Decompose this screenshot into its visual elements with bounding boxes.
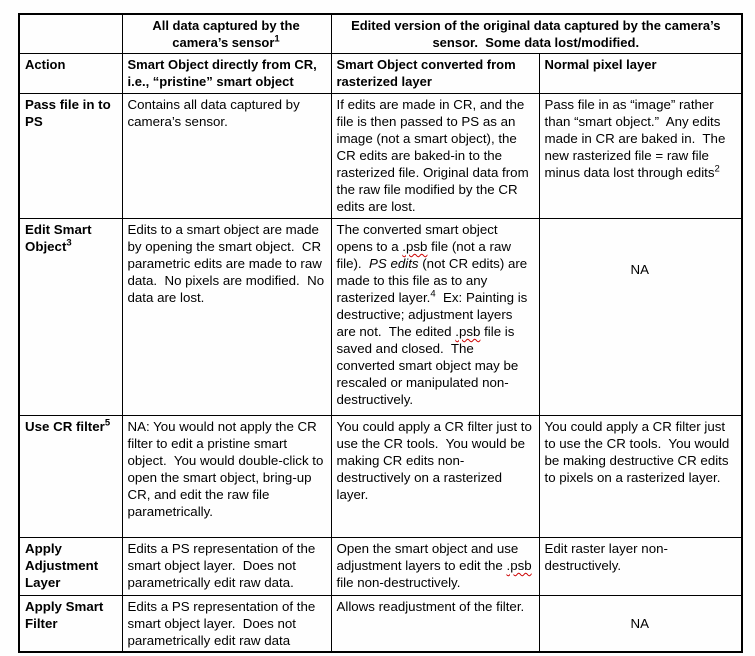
- header-converted-cell: [331, 54, 539, 94]
- cell-edit-smart-object-pristine: [122, 219, 331, 416]
- cell-text: Edits a PS representation of the smart object layer. Does not parametrically edit raw data.: [127, 541, 319, 590]
- header-row-columns: [19, 54, 742, 94]
- cell-text: If edits are made in CR, and the file is then passed to PS as an image (not a smart object), the CR edits are baked-in to the rasterized file. Original data from the raw file modified by the CR edits are lost.: [336, 97, 533, 214]
- italic-phrase: PS edits: [369, 256, 419, 271]
- cell-use-cr-filter-converted: [331, 416, 539, 538]
- cell-text: NA: You would not apply the CR filter to edit a pristine smart object. You would double-click to open the smart object, bring-up CR, and edit the raw file parametrically.: [127, 419, 328, 519]
- header-pristine-label: Smart Object directly from CR, i.e., “pristine” smart object: [127, 57, 321, 89]
- header-empty-cell: [19, 14, 122, 54]
- comparison-table: [18, 13, 743, 653]
- header-all-data-text: All data captured by the camera’s sensor: [152, 18, 304, 50]
- cell-text: Open the smart object and use adjustment layers to edit the .psb file non-destructively.: [336, 541, 536, 590]
- cell-apply-adjustment-layer-normal: [539, 538, 742, 596]
- table-row: [19, 94, 742, 219]
- row-action-label: Apply Adjustment Layer: [25, 541, 102, 590]
- header-edited-cell: [331, 14, 742, 54]
- cell-text: Pass file in as “image” rather than “smart object.” Any edits made in CR are baked in. The new rasterized file = raw file minus data lost through edits$^2$: [544, 97, 730, 180]
- cell-pass-file-converted: [331, 94, 539, 219]
- header-edited-text: Edited version of the original data captured by the camera’s sensor. Some data lost/modified.: [351, 18, 725, 50]
- header-all-data-cell: [122, 14, 331, 54]
- cell-apply-smart-filter-normal: [539, 596, 742, 653]
- header-normal-label: Normal pixel layer: [544, 57, 657, 72]
- cell-pass-file-action: [19, 94, 122, 219]
- row-action-label: Pass file in to PS: [25, 97, 115, 129]
- table-row: [19, 596, 742, 653]
- cell-apply-smart-filter-pristine: [122, 596, 331, 653]
- footnote-ref-5: 5: [104, 417, 111, 429]
- cell-pass-file-pristine: [122, 94, 331, 219]
- misspelled-word: .psb: [506, 558, 532, 573]
- header-row-top: [19, 14, 742, 54]
- cell-use-cr-filter-action: [19, 416, 122, 538]
- na-value: NA: [630, 262, 649, 277]
- table-row: [19, 538, 742, 596]
- cell-text: You could apply a CR filter just to use the CR tools. You would be making destructive CR edits to pixels on a rasterized layer.: [544, 419, 734, 485]
- cell-text: Edit raster layer non-destructively.: [544, 541, 668, 573]
- footnote-ref-2: 2: [714, 163, 720, 175]
- table-row: [19, 416, 742, 538]
- document-page: [18, 13, 743, 653]
- cell-apply-adjustment-layer-action: [19, 538, 122, 596]
- cell-text: The converted smart object opens to a .psb file (not a raw file). PS edits (not CR edits) are made to this file as to any rasterized layer.$^4$ Ex: Painting is destructive; adjustment layers are not. The edited .psb file is saved and closed. The converted smart object may be rescaled or manipulated non-destructively.: [336, 222, 532, 407]
- header-converted-label: Smart Object converted from rasterized layer: [336, 57, 520, 89]
- footnote-ref-4: 4: [430, 288, 436, 300]
- cell-use-cr-filter-normal: [539, 416, 742, 538]
- misspelled-word: .psb: [402, 239, 428, 254]
- na-value: NA: [630, 616, 649, 631]
- cell-pass-file-normal: [539, 94, 742, 219]
- table-row: [19, 219, 742, 416]
- row-action-label: Edit Smart Object$^3$: [25, 222, 96, 254]
- cell-edit-smart-object-converted: [331, 219, 539, 416]
- header-normal-cell: [539, 54, 742, 94]
- header-action-cell: [19, 54, 122, 94]
- cell-text: Edits a PS representation of the smart object layer. Does not parametrically edit raw data: [127, 599, 319, 648]
- header-action-label: Action: [25, 57, 66, 72]
- cell-use-cr-filter-pristine: [122, 416, 331, 538]
- cell-text: You could apply a CR filter just to use the CR tools. You would be making CR edits non-destructively on a rasterized layer.: [336, 419, 536, 502]
- footnote-ref-3: 3: [66, 237, 72, 249]
- cell-apply-smart-filter-converted: [331, 596, 539, 653]
- cell-text: Allows readjustment of the filter.: [336, 599, 525, 614]
- cell-edit-smart-object-normal: [539, 219, 742, 416]
- cell-text: Contains all data captured by camera’s sensor.: [127, 97, 304, 129]
- cell-apply-adjustment-layer-converted: [331, 538, 539, 596]
- row-action-label: Use CR filter$^5$: [25, 417, 111, 434]
- footnote-ref-1: 1: [274, 33, 280, 45]
- cell-edit-smart-object-action: [19, 219, 122, 416]
- cell-text: Edits to a smart object are made by opening the smart object. CR parametric edits are made to raw data. No pixels are modified. No data are lost.: [127, 222, 328, 305]
- row-action-label: Apply Smart Filter: [25, 599, 108, 631]
- header-pristine-cell: [122, 54, 331, 94]
- misspelled-word: .psb: [455, 324, 481, 339]
- cell-apply-adjustment-layer-pristine: [122, 538, 331, 596]
- cell-apply-smart-filter-action: [19, 596, 122, 653]
